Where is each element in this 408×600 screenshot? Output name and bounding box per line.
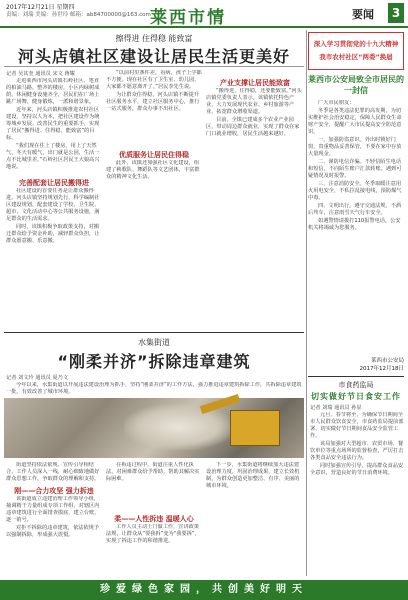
slogan-banner: 珍爱绿色家园，共创美好明天 xyxy=(0,580,408,600)
lead-subhead-3: 产业支撑让居民能致富 xyxy=(220,79,290,87)
sidebar-paragraph: 三、注意消防安全。冬季取暖注意用火用电安全，不私拉乱接电线，预防煤气中毒。 xyxy=(308,181,402,201)
lead-paragraph: 同时，该镇积极争取政策支持，对搬迁群众给予资金补助，减轻群众负担，让群众愿意搬、乐意搬。 xyxy=(6,224,100,244)
lead-rule xyxy=(4,66,304,67)
food-paragraph: 元旦、春节将至，为确保节日期间全市人民群众饮食安全，市食药监局提前部署，切实做好节日期间食品安全监管工作。 xyxy=(310,412,404,439)
lead-column-3 xyxy=(206,88,304,328)
food-headline: 切实做好节日食安工作 xyxy=(311,392,401,401)
paper-title: 莱西市情 xyxy=(150,8,226,28)
middle-subhead-2: 柔——人性拆违 温暖人心 xyxy=(114,515,194,523)
food-body xyxy=(310,412,404,576)
excavator xyxy=(230,410,280,446)
food-kicker: 市食药监局 xyxy=(338,381,374,389)
food-rule xyxy=(308,376,404,377)
middle-paragraph: 工作人员主动上门做工作，宣讲政策法规，让群众从“要我拆”变为“我要拆”，实现了拆违工作的和谐推进。 xyxy=(106,524,200,544)
editor-contact: 责编：刘瑞 美编：孙世玲 邮箱：ab84700000@163.com xyxy=(6,12,151,18)
middle-paragraph: 下一步，水集街道将继续加大违法建设治理力度，巩固治理成果，建立长效机制，为群众创造更加整洁、有序、美丽的城市环境。 xyxy=(206,462,300,489)
sidebar-paragraph: 四、文明出行。遵守交通法规，不酒后驾车，注意雨雪天气行车安全。 xyxy=(308,203,402,216)
lead-subhead-1: 完善配套让居民搬得进 xyxy=(19,179,89,187)
lead-column-2 xyxy=(106,70,202,146)
middle-subhead-1: 刚——合力攻坚 强力拆违 xyxy=(14,487,94,495)
food-paragraph: 该局加强对大型超市、农贸市场、餐饮单位等重点场所的监督检查，严厉打击各类食品安全违法行为。 xyxy=(310,441,404,461)
lead-paragraph: “以前村里条件差，看病、孩子上学都不方便。现在社区有了卫生室、幼儿园，大家都不愿意离开了。”居民李先生说。 xyxy=(106,70,202,90)
page-number: 3 xyxy=(388,3,404,23)
food-paragraph: 同时加强宣传引导，提高群众食品安全意识，营造良好的节日消费环境。 xyxy=(310,463,404,476)
lead-paragraph: 走进莱西市河头店镇石岭社区，笔直的柏油马路，整齐的楼房，小区内绿树成荫，休闲健身设施齐全，居民们在广场上跳广场舞、健身锻炼，一派和谐景象。 xyxy=(6,78,100,105)
banner-line-2: 我市农村社区“两委”换届 xyxy=(319,53,393,61)
sidebar-banner xyxy=(308,32,404,70)
section-name: 要闻 xyxy=(352,8,374,21)
middle-paragraph: 对拒不拆除的违章建筑，依法依规予以强制拆除，形成强大震慑。 xyxy=(6,525,100,538)
middle-column-2 xyxy=(106,462,202,512)
lead-paragraph: 为让群众住得稳，河头店镇不断提升社区服务水平，建立社区服务中心，推行一站式服务，群众办事不出社区。 xyxy=(106,92,200,112)
dust-cloud xyxy=(124,404,234,450)
lead-headline: 河头店镇社区建设让居民生活更美好 xyxy=(17,47,290,66)
middle-byline: 记者 刘文玲 通讯员 夏乃文 xyxy=(6,375,69,381)
middle-column-1 xyxy=(6,462,102,484)
middle-column-2b xyxy=(106,524,202,576)
lead-column-2b xyxy=(106,160,202,328)
lead-paragraph: 此外，该镇还加强社区文化建设，组建了秧歌队、舞蹈队等文艺团体，丰富群众的精神文化生活。 xyxy=(106,160,200,180)
masthead xyxy=(0,0,408,28)
middle-paragraph: 今年以来，水集街道以开展违法建设治理为抓手，坚持“刚柔并济”的工作方法，强力推进违章建筑拆除工作，共拆除违章建筑一批，有效改善了城市环境。 xyxy=(6,382,302,395)
issue-date: 2017年12月21日 星期四 xyxy=(6,4,75,11)
lead-paragraph: 近年来，河头店镇积极推进农村社区建设，坚持以人为本，把社区建设作为统筹城乡发展、改善民生的重要抓手，实现了居民“搬得进、住得稳、能致富”的目标。 xyxy=(6,107,100,141)
middle-headline: “刚柔并济”拆除违章建筑 xyxy=(57,352,251,371)
middle-kicker: 水集街道 xyxy=(138,338,170,347)
sidebar-paragraph: 二、谨防电信诈骗。不轻信陌生电话和短信，不向陌生账户汇款转账，遇到可疑情况及时报警。 xyxy=(308,159,402,179)
lead-paragraph: 社区建设的首要任务是让群众搬得进。河头店镇坚持规划先行，科学编制社区建设规划，配套建设了学校、卫生院、超市、文化活动中心等公共服务设施，满足群众的生活需求。 xyxy=(6,188,100,222)
banner-line-1: 深入学习贯彻党的十九大精神 xyxy=(313,40,399,48)
lead-byline: 记者 吴其奎 通讯员 宋文 蒋耀 xyxy=(6,71,75,77)
food-byline: 记者 刘瑞 通讯员 孙显 xyxy=(310,405,362,411)
lead-paragraph: 目前，全镇已建成多个农业产业园区，带动周边群众就业，实现了群众在家门口就业增收，居民生活越来越好。 xyxy=(206,117,300,137)
middle-intro xyxy=(6,382,304,396)
sidebar-body xyxy=(308,100,404,350)
middle-paragraph: 在拆违过程中，街道注重人性化执法，对困难群众给予帮助，帮助其解决实际困难。 xyxy=(106,462,200,482)
sidebar-divider xyxy=(306,30,307,576)
demolition-photo xyxy=(4,398,304,458)
sidebar-signoff-org: 莱西市公安局 xyxy=(370,358,404,364)
middle-paragraph: 街道坚持依法依规、宣传引导相结合，工作人员深入一线，耐心细致地做好群众思想工作，争取群众的理解和支持。 xyxy=(6,462,100,482)
middle-paragraph: 该街道成立违建治理工作领导小组，抽调精干力量组成专项工作组，对辖区内违章建筑进行全面排查摸底，建立台账，逐一销号。 xyxy=(6,496,100,523)
lead-paragraph: “搬得进、住得稳，还要能致富。”河头店镇党委负责人表示。该镇依托特色产业，大力发展现代农业、乡村旅游等产业，拓宽群众增收渠道。 xyxy=(206,88,302,115)
sidebar-signoff-date: 2017年12月18日 xyxy=(359,366,404,372)
sidebar-headline: 莱西市公安局致全市居民的一封信 xyxy=(308,75,404,95)
lead-column-1b xyxy=(6,188,102,328)
lead-column-1 xyxy=(6,78,102,174)
sidebar-paragraph: 广大市民朋友： xyxy=(318,100,355,106)
lead-subhead-2: 优质服务让居民住得稳 xyxy=(119,151,189,159)
sidebar-paragraph: 冬季是各类违法犯罪的高发期，为切实维护社会治安稳定，保障人民群众生命财产安全，提醒广大市民提高安全防范意识。 xyxy=(308,108,402,135)
lead-paragraph: “我们现在住上了楼房，用上了天然气，冬天有暖气，出门就是公园，生活一点不比城里差。”石岭社区居民王大娘高兴地说。 xyxy=(6,143,100,170)
middle-column-3 xyxy=(206,462,304,576)
lead-kicker: 擦得进 住得稳 能致富 xyxy=(115,34,193,43)
middle-column-1b xyxy=(6,496,102,576)
sidebar-paragraph: 如遇警情请拨打110报警电话，公安机关将竭诚为您服务。 xyxy=(308,218,401,231)
middle-rule xyxy=(4,332,304,333)
sidebar-paragraph: 一、加强防盗意识。外出时锁好门窗，贵重物品妥善保管，不要在家中存放大量现金。 xyxy=(308,137,402,157)
